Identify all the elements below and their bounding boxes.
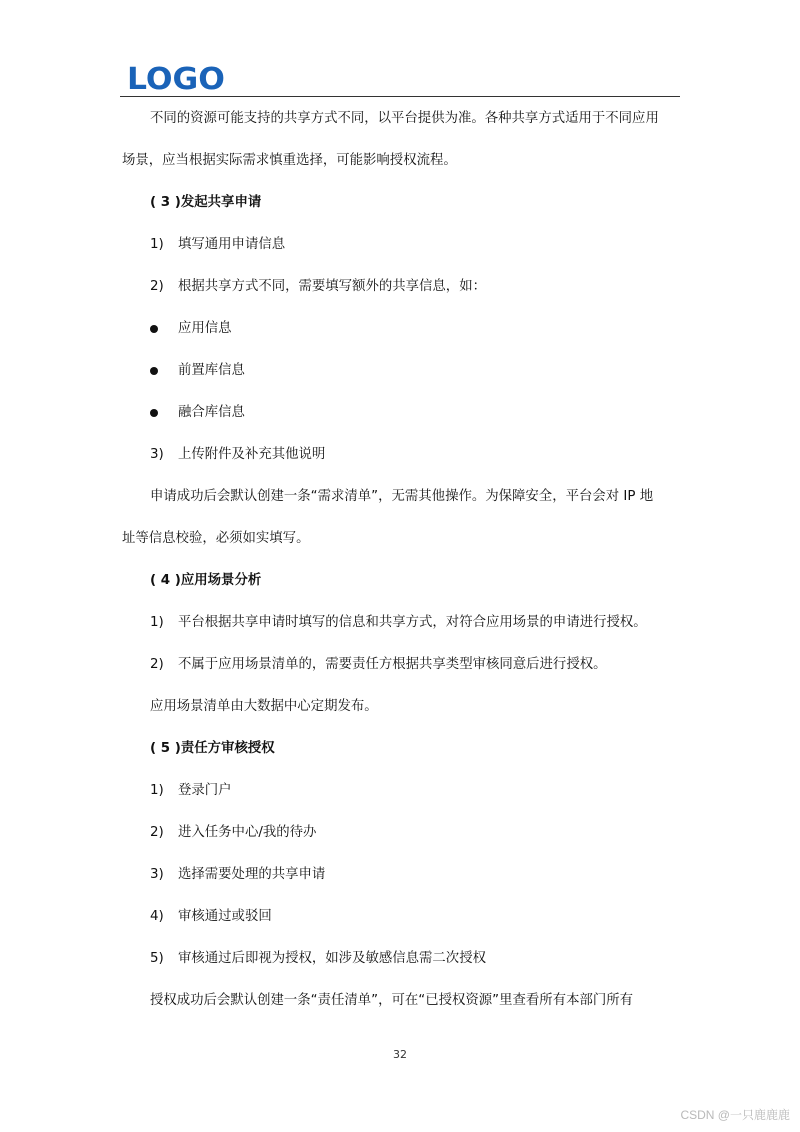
list-number: 1)	[150, 783, 164, 798]
list-number: 3)	[150, 867, 164, 882]
watermark: CSDN @一只鹿鹿鹿	[680, 1108, 790, 1122]
paragraph-line: 不同的资源可能支持的共享方式不同，以平台提供为准。各种共享方式适用于不同应用	[150, 111, 659, 126]
list-item: 根据共享方式不同，需要填写额外的共享信息，如：	[178, 279, 486, 294]
list-number: 2)	[150, 825, 164, 840]
bullet-icon	[150, 367, 158, 375]
list-number: 3)	[150, 447, 164, 462]
bullet-item: 应用信息	[178, 321, 232, 336]
list-item: 审核通过后即视为授权，如涉及敏感信息需二次授权	[178, 951, 486, 966]
list-number: 4)	[150, 909, 164, 924]
bullet-icon	[150, 325, 158, 333]
section-heading-5: ( 5 )责任方审核授权	[150, 741, 275, 756]
list-item: 登录门户	[178, 783, 232, 798]
bullet-icon	[150, 409, 158, 417]
paragraph-line: 授权成功后会默认创建一条“责任清单”，可在“已授权资源”里查看所有本部门所有	[150, 993, 634, 1008]
paragraph-line: 址等信息校验，必须如实填写。	[122, 531, 310, 546]
section-heading-3: ( 3 )发起共享申请	[150, 195, 262, 210]
list-number: 1)	[150, 615, 164, 630]
logo-text: LOGO	[127, 63, 225, 93]
list-item: 审核通过或驳回	[178, 909, 272, 924]
paragraph-line: 应用场景清单由大数据中心定期发布。	[150, 699, 378, 714]
list-item: 进入任务中心/我的待办	[178, 825, 317, 840]
logo	[127, 63, 227, 93]
list-item: 填写通用申请信息	[178, 237, 286, 252]
list-number: 2)	[150, 279, 164, 294]
list-item: 选择需要处理的共享申请	[178, 867, 326, 882]
list-item: 不属于应用场景清单的，需要责任方根据共享类型审核同意后进行授权。	[178, 657, 607, 672]
bullet-item: 前置库信息	[178, 363, 245, 378]
page-number: 32	[393, 1048, 407, 1061]
list-item: 上传附件及补充其他说明	[178, 447, 326, 462]
list-number: 5)	[150, 951, 164, 966]
list-number: 2)	[150, 657, 164, 672]
list-item: 平台根据共享申请时填写的信息和共享方式，对符合应用场景的申请进行授权。	[178, 615, 647, 630]
section-heading-4: ( 4 )应用场景分析	[150, 573, 262, 588]
list-number: 1)	[150, 237, 164, 252]
paragraph-line: 场景，应当根据实际需求慎重选择，可能影响授权流程。	[122, 153, 457, 168]
header-rule	[120, 96, 680, 97]
paragraph-line: 申请成功后会默认创建一条“需求清单”，无需其他操作。为保障安全，平台会对 IP 地	[150, 489, 654, 504]
bullet-item: 融合库信息	[178, 405, 245, 420]
